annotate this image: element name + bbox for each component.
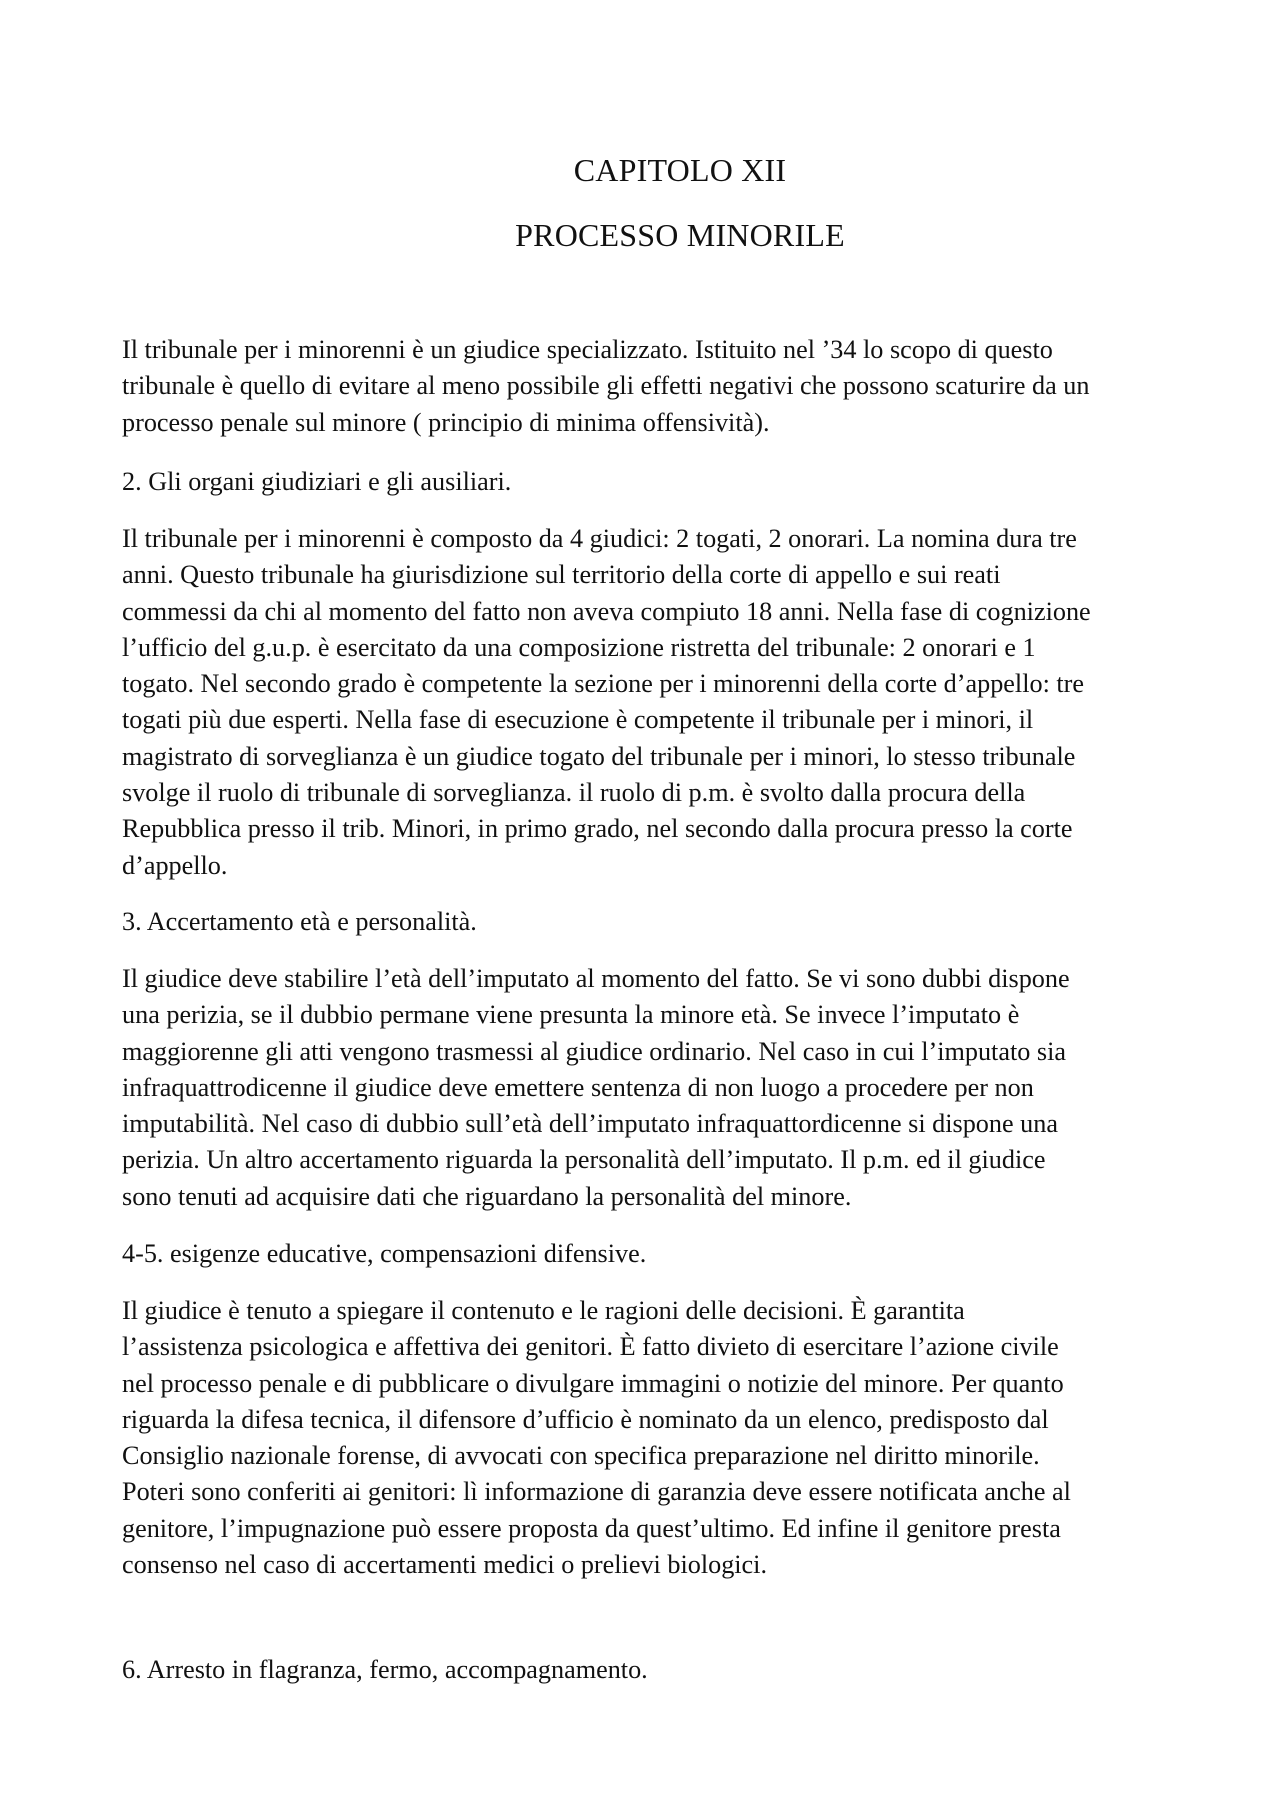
paragraph-line: togati più due esperti. Nella fase di esecuzione è competente il tribunale per i minori, il [122, 705, 1034, 735]
chapter-number: CAPITOLO XII [573, 152, 787, 188]
paragraph-line: infraquattrodicenne il giudice deve emettere sentenza di non luogo a procedere per non [122, 1072, 1034, 1102]
section-heading-text: 4-5. esigenze educative, compensazioni difensive. [122, 1239, 647, 1268]
paragraph-line: Il tribunale per i minorenni è composto da 4 giudici: 2 togati, 2 onorari. La nomina dura tre [122, 524, 1077, 553]
paragraph-line: processo penale sul minore ( principio di minima offensività). [122, 407, 770, 437]
section-3-paragraph [122, 961, 1182, 1215]
paragraph-line: sono tenuti ad acquisire dati che riguardano la personalità del minore. [122, 1181, 852, 1211]
paragraph-line: imputabilità. Nel caso di dubbio sull’età dell’imputato infraquattordicenne si dispone una [122, 1109, 1058, 1139]
section-heading-text: 3. Accertamento età e personalità. [122, 907, 477, 936]
paragraph-line: d’appello. [122, 850, 228, 880]
section-heading-4-5 [122, 1236, 1182, 1272]
paragraph-line: svolge il ruolo di tribunale di sorveglianza. il ruolo di p.m. è svolto dalla procura della [122, 778, 1026, 808]
paragraph-line: tribunale è quello di evitare al meno possibile gli effetti negativi che possono scaturire da un [122, 371, 1090, 401]
paragraph-line: nel processo penale e di pubblicare o divulgare immagini o notizie del minore. Per quanto [122, 1368, 1064, 1398]
paragraph-line: consenso nel caso di accertamenti medici o prelievi biologici. [122, 1550, 768, 1580]
section-2-paragraph [122, 521, 1182, 884]
intro-paragraph [122, 332, 1182, 441]
section-heading-3 [122, 904, 1182, 940]
paragraph-line: l’ufficio del g.u.p. è esercitato da una composizione ristretta del tribunale: 2 onorari e 1 [122, 632, 1036, 662]
section-4-5-paragraph [122, 1293, 1182, 1583]
paragraph-line: commessi da chi al momento del fatto non aveva compiuto 18 anni. Nella fase di cognizione [122, 596, 1091, 626]
section-heading-text: 2. Gli organi giudiziari e gli ausiliari. [122, 467, 512, 496]
section-heading-text: 6. Arresto in flagranza, fermo, accompagnamento. [122, 1655, 648, 1684]
paragraph-line: perizia. Un altro accertamento riguarda la personalità dell’imputato. Il p.m. ed il giudice [122, 1145, 1046, 1175]
paragraph-line: riguarda la difesa tecnica, il difensore d’ufficio è nominato da un elenco, predisposto dal [122, 1404, 1049, 1434]
section-heading-6 [122, 1652, 1182, 1688]
paragraph-line: Poteri sono conferiti ai genitori: lì informazione di garanzia deve essere notificata anche al [122, 1477, 1071, 1507]
paragraph-line: Il giudice è tenuto a spiegare il contenuto e le ragioni delle decisioni. È garantita [122, 1296, 965, 1325]
paragraph-line: anni. Questo tribunale ha giurisdizione sul territorio della corte di appello e sui reati [122, 560, 1001, 590]
paragraph-line: Il giudice deve stabilire l’età dell’imputato al momento del fatto. Se vi sono dubbi dispone [122, 964, 1070, 993]
paragraph-line: magistrato di sorveglianza è un giudice togato del tribunale per i minori, lo stesso tribunale [122, 741, 1076, 771]
paragraph-line: l’assistenza psicologica e affettiva dei genitori. È fatto divieto di esercitare l’azione civile [122, 1332, 1059, 1362]
chapter-title: PROCESSO MINORILE [515, 217, 845, 253]
paragraph-line: Repubblica presso il trib. Minori, in primo grado, nel secondo dalla procura presso la corte [122, 814, 1073, 844]
paragraph-line: Il tribunale per i minorenni è un giudice specializzato. Istituito nel ’34 lo scopo di questo [122, 335, 1053, 364]
paragraph-line: togato. Nel secondo grado è competente la sezione per i minorenni della corte d’appello: tre [122, 669, 1085, 699]
section-heading-2 [122, 464, 1182, 500]
paragraph-line: una perizia, se il dubbio permane viene presunta la minore età. Se invece l’imputato è [122, 1000, 1020, 1030]
paragraph-line: Consiglio nazionale forense, di avvocati con specifica preparazione nel diritto minorile. [122, 1441, 1040, 1471]
paragraph-line: genitore, l’impugnazione può essere proposta da quest’ultimo. Ed infine il genitore presta [122, 1513, 1061, 1543]
paragraph-line: maggiorenne gli atti vengono trasmessi al giudice ordinario. Nel caso in cui l’imputato sia [122, 1036, 1066, 1066]
